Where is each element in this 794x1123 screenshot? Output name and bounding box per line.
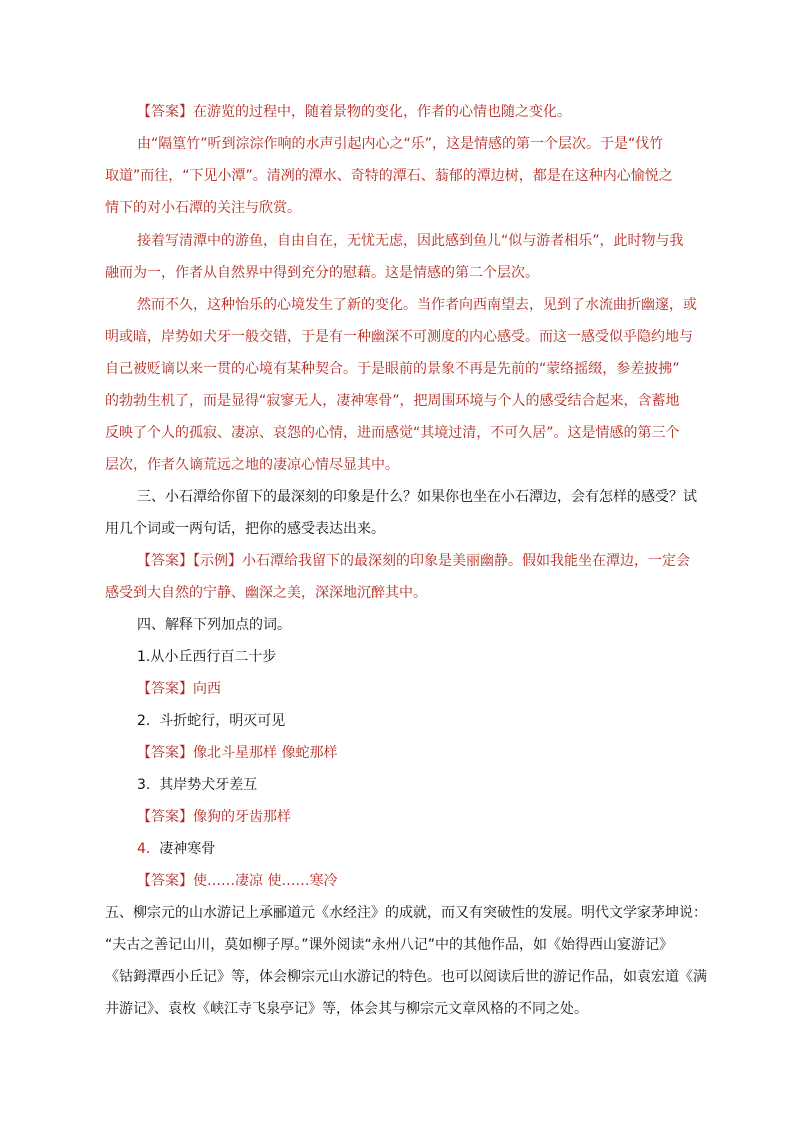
text-line [137, 231, 774, 251]
text-line [137, 134, 774, 154]
text-line [105, 903, 774, 923]
answer-tag: 【答案】【示例】 [137, 553, 242, 569]
text-line [105, 166, 774, 186]
line-text: 用几个词或一两句话，把你的感受表达出来。 [105, 521, 385, 537]
text-line [137, 295, 774, 315]
line-text: 向西 [193, 681, 221, 697]
line-text: 像狗的牙齿那样 [193, 809, 291, 825]
answer-tag: 【答案】 [137, 873, 193, 889]
line-text: 井游记》、袁枚《峡江寺飞泉亭记》等，体会其与柳宗元文章风格的不同之处。 [105, 1001, 588, 1017]
answer-tag: 【答案】 [137, 745, 193, 761]
text-line [137, 551, 774, 571]
text-line [105, 999, 774, 1019]
line-text: 凄神寒骨 [150, 841, 216, 857]
line-text: 层次，作者久谪荒远之地的凄凉心情尽显其中。 [105, 457, 399, 473]
text-line [137, 839, 774, 859]
line-text: 四、解释下列加点的词。 [137, 617, 291, 633]
answer-tag: 4. [137, 841, 151, 857]
text-line [105, 967, 774, 987]
text-line [137, 711, 774, 731]
line-text: 三、小石潭给你留下的最深刻的印象是什么？如果你也坐在小石潭边，会有怎样的感受？试 [137, 489, 697, 505]
line-text: 五、柳宗元的山水游记上承郦道元《水经注》的成就，而又有突破性的发展。明代文学家茅坤说： [105, 905, 707, 921]
line-text: 感受到大自然的宁静、幽深之美，深深地沉醉其中。 [105, 585, 427, 601]
line-text: 使……凄凉 使……寒冷 [193, 873, 338, 889]
line-text: 1.从小丘西行百二十步 [137, 649, 277, 665]
text-line [137, 807, 774, 827]
line-text: 《钴鉧潭西小丘记》等，体会柳宗元山水游记的特色。也可以阅读后世的游记作品，如袁宏道《满 [105, 969, 707, 985]
line-text: 的勃勃生机了，而是显得“寂寥无人，凄神寒骨”，把周围环境与个人的感受结合起来，含蓄地 [105, 393, 680, 409]
text-line [137, 647, 774, 667]
line-text: 反映了个人的孤寂、凄凉、哀怨的心情，进而感觉“其境过清，不可久居”。这是情感的第三个 [105, 425, 680, 441]
line-text: 自己被贬谪以来一贯的心境有某种契合。于是眼前的景象不再是先前的“蒙络摇缀，参差披拂” [105, 361, 680, 377]
text-line [105, 583, 774, 603]
line-text: 然而不久，这种怡乐的心境发生了新的变化。当作者向西南望去，见到了水流曲折幽邃，或 [137, 297, 697, 313]
line-text: 情下的对小石潭的关注与欣赏。 [105, 200, 301, 216]
text-line [137, 102, 774, 122]
line-text: 2. 斗折蛇行，明灭可见 [137, 713, 286, 729]
text-line [105, 519, 774, 539]
text-line [137, 615, 774, 635]
line-text: “夫古之善记山川，莫如柳子厚。”课外阅读“永州八记”中的其他作品，如《始得西山宴游记》 [105, 937, 674, 953]
line-text: 接着写清潭中的游鱼，自由自在，无忧无虑，因此感到鱼儿“似与游者相乐”，此时物与我 [137, 233, 684, 249]
line-text: 小石潭给我留下的最深刻的印象是美丽幽静。假如我能坐在潭边，一定会 [242, 553, 690, 569]
text-line [105, 359, 774, 379]
text-line [137, 871, 774, 891]
line-text: 明或暗，岸势如犬牙一般交错，于是有一种幽深不可测度的内心感受。而这一感受似乎隐约地与 [105, 329, 693, 345]
answer-tag: 【答案】 [137, 809, 193, 825]
text-line [105, 391, 774, 411]
answer-tag: 【答案】 [137, 681, 193, 697]
text-line [105, 263, 774, 283]
text-line [137, 487, 774, 507]
line-text: 取道”而往，“下见小潭”。清冽的潭水、奇特的潭石、蓊郁的潭边树，都是在这种内心愉悦之 [105, 168, 673, 184]
text-line [137, 743, 774, 763]
line-text: 3. 其岸势犬牙差互 [137, 777, 258, 793]
text-line [137, 679, 774, 699]
line-text: 融而为一，作者从自然界中得到充分的慰藉。这是情感的第二个层次。 [105, 265, 539, 281]
text-line [105, 455, 774, 475]
text-line [137, 775, 774, 795]
line-text: 由“隔篁竹”听到淙淙作响的水声引起内心之“乐”，这是情感的第一个层次。于是“伐竹 [137, 136, 664, 152]
text-line [105, 198, 774, 218]
line-text: 在游览的过程中，随着景物的变化，作者的心情也随之变化。 [193, 104, 571, 120]
text-line [105, 327, 774, 347]
text-line [105, 423, 774, 443]
answer-tag: 【答案】 [137, 104, 193, 120]
text-line [105, 935, 774, 955]
line-text: 像北斗星那样 像蛇那样 [193, 745, 338, 761]
